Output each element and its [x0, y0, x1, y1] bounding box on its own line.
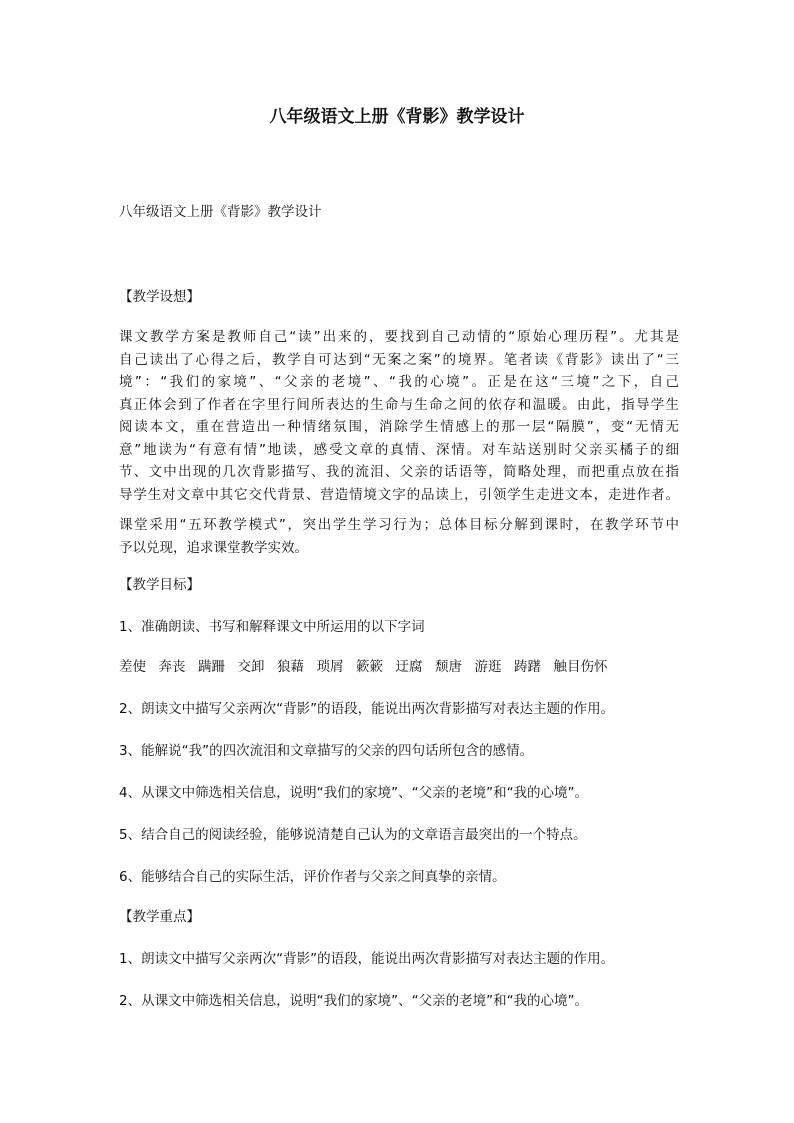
document-title: 八年级语文上册《背影》教学设计 [269, 107, 525, 127]
vocabulary-word: 触目伤怀 [553, 659, 608, 675]
document-subtitle: 八年级语文上册《背影》教学设计 [119, 204, 322, 220]
paragraph-line: 导学生对文章中其它交代背景、营造情境文字的品读上，引领学生走进文本，走进作者。 [119, 486, 679, 503]
section-heading-teaching-goals: 【教学目标】 [119, 577, 200, 593]
goal-item-3: 3、能解说“我”的四次流泪和文章描写的父亲的四句话所包含的感情。 [119, 743, 534, 759]
goal-item-1: 1、准确朗读、书写和解释课文中所运用的以下字词 [119, 619, 425, 635]
paragraph-line: 自己读出了心得之后，教学自可达到“无案之案”的境界。笔者读《背影》读出了“三 [119, 351, 679, 368]
paragraph-line: 予以兑现，追求课堂教学实效。 [119, 539, 308, 556]
paragraph-line: 意”地读为“有意有情”地读，感受文章的真情、深情。对车站送别时父亲买橘子的细 [119, 441, 679, 458]
vocabulary-word: 交卸 [237, 659, 265, 675]
focus-item-2: 2、从课文中筛选相关信息，说明“我们的家境”、“父亲的老境”和“我的心境”。 [119, 993, 589, 1009]
vocabulary-word: 簌簌 [356, 659, 383, 675]
vocabulary-word: 踌躇 [514, 659, 541, 675]
paragraph-line: 课文教学方案是教师自己“读”出来的，要找到自己动情的“原始心理历程”。尤其是 [119, 329, 679, 345]
goal-item-4: 4、从课文中筛选相关信息，说明“我们的家境”、“父亲的老境”和“我的心境”。 [119, 785, 589, 801]
vocabulary-word: 游逛 [474, 659, 502, 675]
vocabulary-word: 奔丧 [158, 659, 186, 675]
paragraph-line: 真正体会到了作者在字里行间所表达的生命与生命之间的依存和温暖。由此，指导学生 [119, 396, 679, 413]
goal-item-2: 2、朗读文中描写父亲两次“背影”的语段，能说出两次背影描写对表达主题的作用。 [119, 701, 615, 717]
focus-item-1: 1、朗读文中描写父亲两次“背影”的语段，能说出两次背影描写对表达主题的作用。 [119, 951, 615, 967]
vocabulary-word: 琐屑 [316, 659, 344, 675]
paragraph-line: 课堂采用“五环教学模式”，突出学生学习行为；总体目标分解到课时，在教学环节中 [119, 517, 679, 533]
paragraph-line: 境”：“我们的家境”、“父亲的老境”、“我的心境”。正是在这“三境”之下，自己 [119, 374, 679, 390]
vocabulary-word: 狼藉 [277, 659, 304, 675]
vocabulary-list [119, 656, 679, 678]
vocabulary-word: 蹒跚 [198, 659, 225, 675]
goal-item-5: 5、结合自己的阅读经验，能够说清楚自己认为的文章语言最突出的一个特点。 [119, 827, 587, 843]
vocabulary-word: 颓唐 [435, 659, 462, 675]
classroom-mode-paragraph [119, 514, 679, 559]
section-heading-teaching-focus: 【教学重点】 [119, 909, 200, 925]
teaching-idea-paragraph [119, 326, 679, 506]
paragraph-line: 节、文中出现的几次背影描写、我的流泪、父亲的话语等，简略处理，而把重点放在指 [119, 464, 679, 480]
paragraph-line: 阅读本文，重在营造出一种情绪氛围，消除学生情感上的那一层“隔膜”，变“无情无 [119, 419, 679, 435]
section-heading-teaching-idea: 【教学设想】 [119, 289, 200, 305]
vocabulary-word: 迂腐 [395, 659, 423, 675]
vocabulary-word: 差使 [119, 659, 146, 675]
goal-item-6: 6、能够结合自己的实际生活，评价作者与父亲之间真挚的亲情。 [119, 869, 506, 885]
